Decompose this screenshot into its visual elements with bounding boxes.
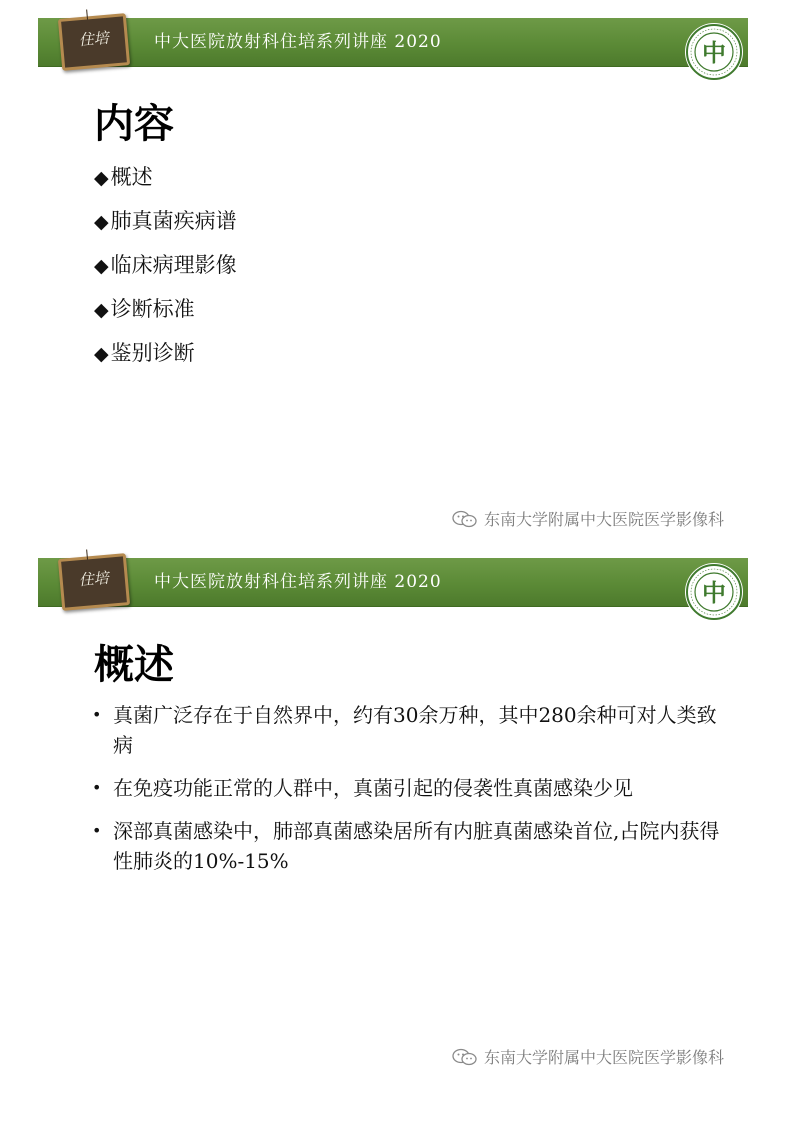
contents-list [94, 160, 237, 380]
list-item-text: 肺真菌疾病谱 [110, 209, 237, 233]
slide-title: 内容 [94, 101, 174, 147]
list-item-text: 深部真菌感染中，肺部真菌感染居所有内脏真菌感染首位,占院内获得性肺炎的10%-15% [113, 819, 720, 873]
watermark [452, 507, 724, 530]
banner-title: 中大医院放射科住培系列讲座 2020 [154, 572, 442, 592]
bullet-dot-icon: • [92, 821, 102, 840]
list-item [94, 336, 237, 380]
list-item-text: 概述 [110, 165, 153, 189]
slide-overview [0, 540, 786, 1122]
chalkboard-label: 住培 [77, 28, 110, 50]
list-item [94, 292, 237, 336]
chalkboard-badge [58, 553, 130, 611]
slide-title: 概述 [94, 642, 174, 688]
watermark-text: 东南大学附属中大医院医学影像科 [483, 510, 724, 529]
list-item-text: 诊断标准 [110, 297, 195, 321]
wechat-icon [452, 510, 478, 528]
banner-title: 中大医院放射科住培系列讲座 2020 [154, 32, 442, 52]
list-item-text: 在免疫功能正常的人群中，真菌引起的侵袭性真菌感染少见 [113, 776, 633, 800]
seal-letter: 中 [702, 38, 726, 67]
diamond-bullet-icon: ◆ [94, 299, 109, 321]
list-item [92, 700, 732, 760]
list-item [92, 816, 732, 876]
chalkboard-label: 住培 [77, 568, 110, 590]
university-seal-icon [684, 22, 744, 82]
diamond-bullet-icon: ◆ [94, 167, 109, 189]
diamond-bullet-icon: ◆ [94, 211, 109, 233]
watermark-text: 东南大学附属中大医院医学影像科 [483, 1048, 724, 1067]
seal-letter: 中 [702, 578, 726, 607]
list-item [94, 160, 237, 204]
list-item-text: 鉴别诊断 [110, 341, 195, 365]
chalkboard-badge [58, 13, 130, 71]
university-seal-icon [684, 562, 744, 622]
bullet-dot-icon: • [92, 705, 102, 724]
header-banner [38, 558, 748, 606]
list-item-text: 真菌广泛存在于自然界中，约有30余万种，其中280余种可对人类致病 [113, 703, 717, 757]
wechat-icon [452, 1048, 478, 1066]
list-item [94, 248, 237, 292]
header-banner [38, 18, 748, 66]
diamond-bullet-icon: ◆ [94, 343, 109, 365]
list-item-text: 临床病理影像 [110, 253, 237, 277]
list-item [94, 204, 237, 248]
watermark [452, 1045, 724, 1068]
bullet-dot-icon: • [92, 778, 102, 797]
list-item [92, 773, 732, 803]
overview-list [92, 700, 732, 889]
diamond-bullet-icon: ◆ [94, 255, 109, 277]
slide-contents [0, 0, 786, 540]
